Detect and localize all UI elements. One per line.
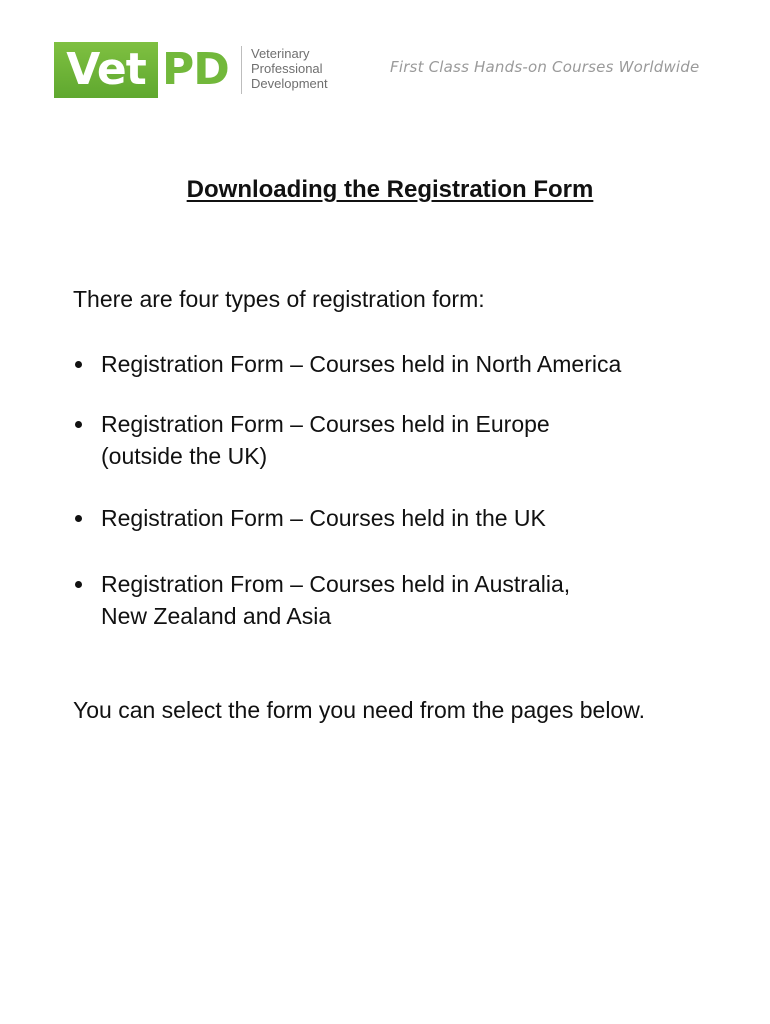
list-item-text: Registration Form – Courses held in North America	[101, 351, 622, 377]
list-item	[73, 348, 621, 380]
header-tagline: First Class Hands-on Courses Worldwide	[390, 58, 700, 76]
list-item	[73, 502, 546, 534]
bullet-icon	[75, 581, 82, 588]
page-header	[0, 0, 770, 110]
bullet-icon	[75, 421, 82, 428]
logo-subtitle	[251, 46, 371, 91]
vetpd-logo-pd: PD	[162, 44, 229, 95]
logo-divider	[241, 46, 242, 94]
list-item	[73, 408, 550, 472]
list-item-text-continued: New Zealand and Asia	[101, 603, 332, 629]
outro-text: You can select the form you need from the pages below.	[73, 697, 645, 723]
list-item-text-continued: (outside the UK)	[101, 443, 268, 469]
intro-text: There are four types of registration form:	[73, 286, 485, 312]
vetpd-logo-vet: Vet	[54, 42, 158, 98]
list-item-text: Registration Form – Courses held in the UK	[101, 505, 546, 531]
list-item-text: Registration Form – Courses held in Europe	[101, 411, 550, 437]
bullet-icon	[75, 515, 82, 522]
logo-subtitle-line: Development	[251, 76, 328, 91]
bullet-icon	[75, 361, 82, 368]
list-item-text: Registration From – Courses held in Australia,	[101, 571, 571, 597]
logo-subtitle-line: Veterinary	[251, 46, 310, 61]
page-title: Downloading the Registration Form	[186, 176, 594, 203]
logo-subtitle-line: Professional	[251, 61, 323, 76]
list-item	[73, 568, 570, 632]
